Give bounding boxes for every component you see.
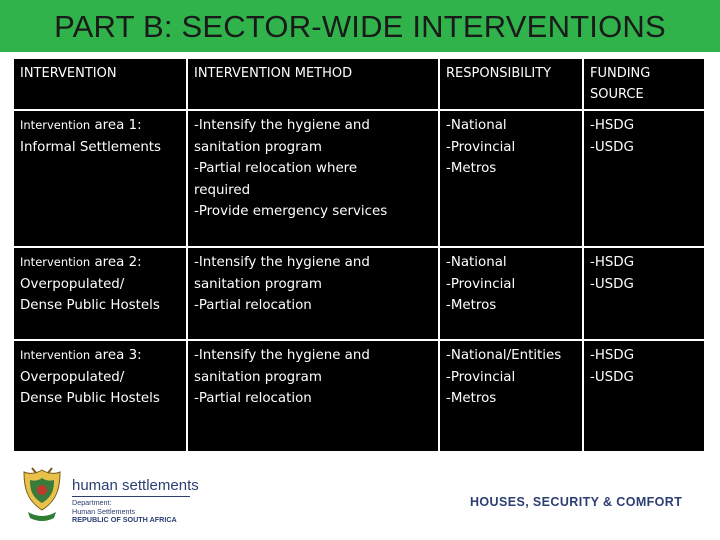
method-line: sanitation program: [194, 369, 322, 385]
method-cell: [187, 340, 439, 452]
table-row: [13, 247, 705, 340]
intervention-line: Dense Public Hostels: [20, 298, 160, 313]
funding-line: -USDG: [590, 139, 634, 155]
method-line: -Partial relocation: [194, 391, 312, 406]
responsibility-cell: [439, 247, 583, 340]
intervention-title-line: [20, 252, 180, 274]
human-settlements-logo: [72, 478, 199, 525]
funding-line: -HSDG: [590, 348, 635, 363]
funding-line: -HSDG: [590, 118, 635, 133]
intervention-line: Overpopulated/: [20, 369, 125, 385]
method-line: -Intensify the hygiene and: [194, 118, 370, 133]
method-cell: [187, 110, 439, 247]
intervention-title-line: [20, 115, 180, 137]
intervention-line: Overpopulated/: [20, 276, 125, 292]
funding-cell: [583, 247, 705, 340]
table-row: [13, 340, 705, 452]
responsibility-line: -Provincial: [446, 139, 516, 155]
header-intervention: INTERVENTION: [13, 58, 187, 110]
funding-line: -USDG: [590, 369, 634, 385]
method-line: sanitation program: [194, 139, 322, 155]
method-line: -Partial relocation where: [194, 161, 358, 176]
responsibility-cell: [439, 340, 583, 452]
slide-title: PART B: SECTOR-WIDE INTERVENTIONS: [54, 9, 666, 44]
funding-line: -HSDG: [590, 255, 635, 270]
logo-sub-line: Human Settlements: [72, 506, 136, 516]
responsibility-line: -National: [446, 118, 507, 133]
funding-line: -USDG: [590, 276, 634, 292]
responsibility-line: -Metros: [446, 161, 497, 176]
coat-of-arms-icon: [18, 466, 66, 526]
responsibility-line: -Provincial: [446, 369, 516, 385]
funding-cell: [583, 110, 705, 247]
header-method: INTERVENTION METHOD: [187, 58, 439, 110]
method-line: -Intensify the hygiene and: [194, 255, 370, 270]
logo-sub-line: Department:: [72, 498, 112, 507]
method-line: -Partial relocation: [194, 298, 312, 313]
method-cell: [187, 247, 439, 340]
tagline: HOUSES, SECURITY & COMFORT: [470, 495, 683, 509]
logo-name: human settlements: [72, 477, 199, 494]
intervention-area: area 2:: [94, 255, 142, 270]
responsibility-line: -Metros: [446, 298, 497, 313]
method-line: sanitation program: [194, 276, 322, 292]
responsibility-line: -Provincial: [446, 276, 516, 292]
method-line: -Intensify the hygiene and: [194, 348, 370, 363]
intervention-title-line: [20, 345, 180, 367]
responsibility-line: -National: [446, 255, 507, 270]
intervention-prefix: Intervention: [20, 255, 91, 269]
logo-divider: [72, 496, 190, 497]
intervention-line: Informal Settlements: [20, 139, 162, 155]
method-line: -Provide emergency services: [194, 204, 388, 219]
method-line: required: [194, 182, 251, 198]
interventions-table: [12, 57, 706, 453]
funding-cell: [583, 340, 705, 452]
intervention-area: area 1:: [94, 118, 142, 133]
header-funding-text: FUNDING SOURCE: [590, 66, 651, 102]
intervention-prefix: Intervention: [20, 348, 91, 362]
intervention-cell: [13, 247, 187, 340]
responsibility-cell: [439, 110, 583, 247]
intervention-line: Dense Public Hostels: [20, 391, 160, 406]
intervention-prefix: Intervention: [20, 118, 91, 132]
intervention-cell: [13, 340, 187, 452]
table-row: [13, 110, 705, 247]
intervention-cell: [13, 110, 187, 247]
responsibility-line: -Metros: [446, 391, 497, 406]
header-responsibility: RESPONSIBILITY: [439, 58, 583, 110]
intervention-area: area 3:: [94, 348, 142, 363]
header-funding: [583, 58, 705, 110]
responsibility-line: -National/Entities: [446, 348, 562, 363]
logo-sub-line: REPUBLIC OF SOUTH AFRICA: [72, 515, 177, 524]
table-header-row: [13, 58, 705, 110]
